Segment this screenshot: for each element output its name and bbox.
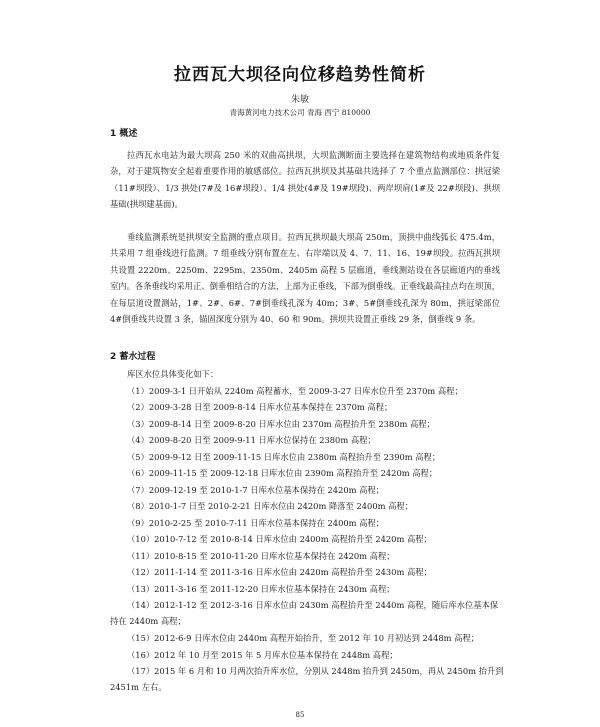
page-number: 85 xyxy=(295,711,305,719)
list-item: （8）2010-1-7 日至 2010-2-21 日库水位由 2420m 降落至 2400m 高程； xyxy=(127,501,413,511)
article-title: 拉西瓦大坝径向位移趋势性简析 xyxy=(174,65,426,85)
list-item: （3）2009-8-14 日至 2009-8-20 日库水位由 2370m 高程抬升至 2380m 高程； xyxy=(127,419,435,429)
list-item: （2）2009-3-28 日至 2009-8-14 日库水位基本保持在 2370m 高程； xyxy=(127,402,393,412)
list-item: （4）2009-8-20 日至 2009-9-11 日库水位保持在 2380m 高程； xyxy=(127,435,376,445)
paragraph-overview-1: 拉西瓦水电站为最大坝高 250 米的双曲高拱坝，大坝监测断面主要选择在建筑物结构或地质条件复杂，对于建筑物安全起着重要作用的敏感部位。拉西瓦拱坝及其基础共选择了 7 个重点监测部位：拱冠梁（11#坝段）、1/3 拱处(7#及 16#坝段）、1/4 拱处(4#及 19#坝段)、两岸坝肩(1#及 22#坝段)、拱坝基础(拱坝建基面)。 xyxy=(110,150,500,210)
list-item: （9）2010-2-25 至 2010-7-11 日库水位基本保持在 2400m 高程； xyxy=(127,518,385,528)
section-heading-overview: 1 概述 xyxy=(110,129,138,139)
paragraph-overview-2: 垂线监测系统是拱坝安全监测的重点项目。拉西瓦拱坝最大坝高 250m，顶拱中曲线弧长 475.4m，共采用 7 组垂线进行监测。7 组垂线分别布置在左、右岸端以及 4、7、11、16、19#坝段。拉西瓦拱坝共设置 2220m、2250m、2295m、2350m、2405m 高程 5 层廊道，垂线测站设在各层廊道内的垂线室内。各条垂线均采用正、倒垂相结合的方法，上部为正垂线，下部为倒垂线。正垂线最高挂点均在坝顶，在每层道设置测站，1#、2#、6#、7#倒垂线孔深为 40m；3#、5#倒垂线孔深为 80m，拱冠梁部位 4#倒垂线共设置 3 条，锚固深度分别为 40、60 和 90m。拱坝共设置正垂线 29 条，倒垂线 9 条。 xyxy=(110,232,500,325)
list-item: （6）2009-11-15 至 2009-12-18 日库水位由 2390m 高程抬升至 2420m 高程； xyxy=(127,468,438,478)
author-affiliation: 青海黄河电力技术公司 青海 西宁 810000 xyxy=(229,108,371,117)
author-name: 朱敏 xyxy=(290,95,309,105)
list-item: （5）2009-9-12 日至 2009-11-15 日库水位由 2380m 高程抬升至 2390m 高程； xyxy=(127,452,441,462)
list-intro: 库区水位具体变化如下： xyxy=(127,369,219,379)
list-item: （15）2012-6-9 日库水位由 2440m 高程开始抬升，至 2012 年 10 月初达到 2448m 高程； xyxy=(127,633,480,643)
list-item: （1）2009-3-1 日开始从 2240m 高程蓄水，至 2009-3-27 日库水位升至 2370m 高程； xyxy=(127,386,463,396)
list-item: （10）2010-7-12 至 2010-8-14 日库水位由 2400m 高程抬升至 2420m 高程； xyxy=(127,534,432,544)
list-item: （16）2012 年 10 月至 2015 年 5 月库水位基本保持在 2448m 高程； xyxy=(127,650,398,660)
list-item: （14）2012-1-12 至 2012-3-16 日库水位由 2430m 高程抬升至 2440m 高程，随后库水位基本保持在 2440m 高程； xyxy=(110,600,499,627)
section-heading-impoundment: 2 蓄水过程 xyxy=(110,352,156,362)
list-item: （17）2015 年 6 月和 10 月两次抬升库水位，分别从 2448m 抬升到 2450m，再从 2450m 抬升到 2451m 左右。 xyxy=(110,666,504,693)
list-item: （12）2011-1-14 至 2011-3-16 日库水位由 2420m 高程抬升至 2430m 高程； xyxy=(127,567,432,577)
list-item: （11）2010-8-15 至 2010-11-20 日库水位基本保持在 2420m 高程； xyxy=(127,551,395,561)
list-item: （13）2011-3-16 至 2011-12-20 日库水位基本保持在 2430m 高程； xyxy=(127,584,395,594)
list-item: （7）2009-12-19 至 2010-1-7 日库水位基本保持在 2420m 高程； xyxy=(127,485,385,495)
